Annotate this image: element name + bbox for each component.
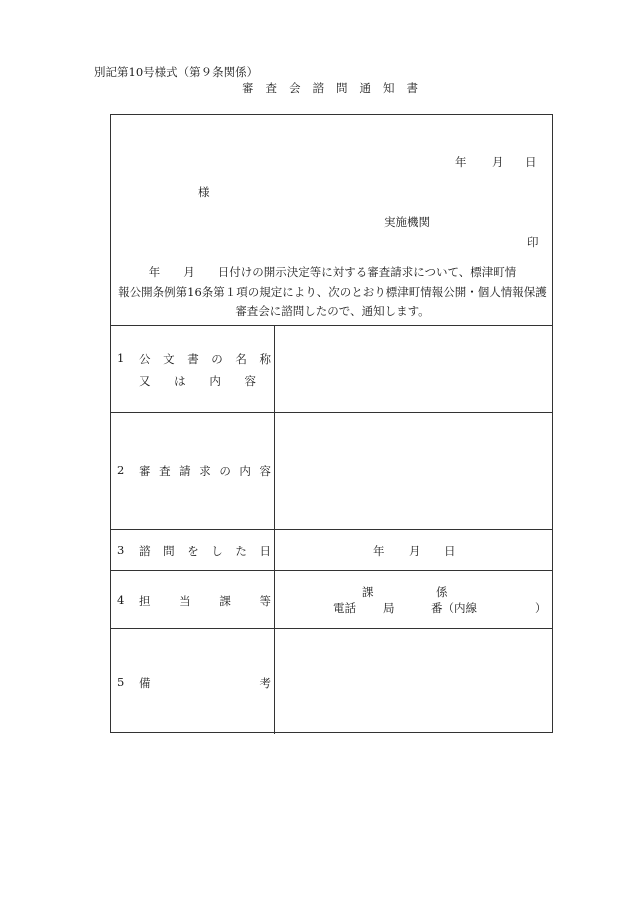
agency-label: 実施機関 — [384, 215, 430, 229]
notice-body-line-1: 年 月 日付けの開示決定等に対する審査請求について、標津町情 — [148, 265, 517, 279]
row4-label: 担 当 課 等 — [139, 594, 271, 608]
row-divider — [111, 412, 552, 413]
row4-close-paren: ） — [535, 601, 547, 615]
notice-body-line-2: 報公開条例第16条第１項の規定により、次のとおり標津町情報公開・個人情報保護 — [118, 285, 547, 299]
row-divider — [111, 570, 552, 571]
row4-phone: 電話 — [333, 601, 356, 615]
date-month-label: 月 — [492, 155, 504, 169]
row5-label: 備 考 — [139, 676, 271, 690]
addressee-suffix: 様 — [198, 185, 210, 199]
date-year-label: 年 — [455, 155, 467, 169]
row3-number: 3 — [117, 543, 125, 557]
row3-day: 日 — [444, 544, 456, 558]
row2-number: 2 — [117, 463, 125, 477]
row4-subsection: 係 — [436, 585, 448, 599]
row-divider — [111, 628, 552, 629]
row3-label: 諮 問 を し た 日 — [139, 544, 271, 558]
row4-section: 課 — [362, 585, 374, 599]
seal-mark: 印 — [527, 235, 539, 249]
row4-extension: 番（内線 — [431, 601, 477, 615]
notice-body-line-3: 審査会に諮問したので、通知します。 — [235, 304, 430, 318]
row3-month: 月 — [409, 544, 421, 558]
row4-number: 4 — [117, 593, 125, 607]
column-divider — [274, 325, 275, 734]
row1-label-line1: 公 文 書 の 名 称 — [139, 352, 271, 366]
row1-label-line2: 又 は 内 容 — [139, 374, 256, 388]
form-title: 審査会諮問通知書 — [242, 81, 430, 95]
row4-exchange: 局 — [383, 601, 395, 615]
row3-year: 年 — [373, 544, 385, 558]
table-top-rule — [111, 325, 552, 326]
row5-number: 5 — [117, 675, 125, 689]
form-reference: 別記第10号様式（第９条関係） — [94, 65, 259, 79]
row1-number: 1 — [117, 351, 125, 365]
form-frame — [110, 114, 553, 733]
date-day-label: 日 — [525, 155, 537, 169]
row2-label: 審 査 請 求 の 内 容 — [139, 464, 271, 478]
row-divider — [111, 529, 552, 530]
